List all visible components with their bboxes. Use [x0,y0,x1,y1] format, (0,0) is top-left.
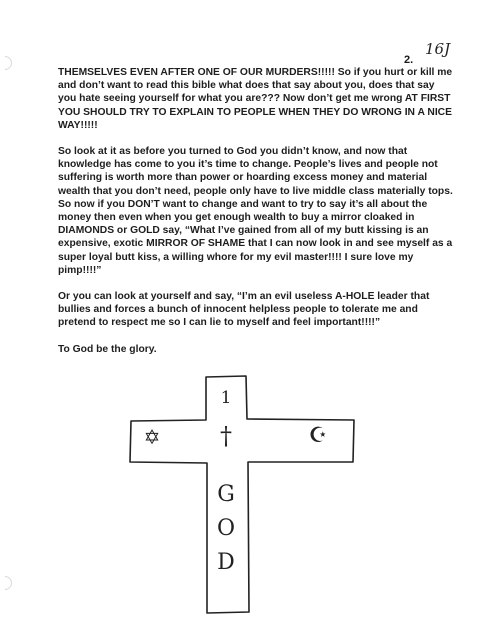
paragraph-4: To God be the glory. [58,343,157,355]
page-number: 2. [404,54,414,66]
cross-drawing [128,374,358,614]
paragraph-1: THEMSELVES EVEN AFTER ONE OF OUR MURDERS!!!!! So if you hurt or kill me and don’t want to read this bible what does that say about you, does that say you hate seeing yourself for what you are??? Now don’t get me wrong AT FIRST YOU SHOULD TRY TO EXPLAIN TO PEOPLE WHEN THEY DO WRONG IN A NICE WAY!!!!! [58,67,453,131]
paragraph-3: Or you can look at yourself and say, “I’m an evil useless A-HOLE leader that bullies and forces a bunch of innocent helpless people to tolerate me and pretend to respect me so I can lie to myself and feel important!!!!” [58,291,430,329]
star-and-crescent-icon: ☪ [308,423,328,447]
handwritten-note: 16J [425,40,451,58]
punch-hole-bottom [0,582,10,584]
cross-center-symbol: † [220,422,232,450]
cross-letter-g: G [217,482,235,507]
paragraph-2: So look at it as before you turned to God you didn’t know, and now that knowledge has come to you it’s time to change. People’s lives and people not suffering is worth more than power or hoarding excess money and material wealth that you don’t need, people only have to live middle class materially tops. So now if you DON’T want to change and want to try to say it’s all about the money then even when you get enough wealth to buy a mirror cloaked in DIAMONDS or GOLD say, “What I’ve gained from all of my butt kissing is an expensive, exotic MIRROR OF SHAME that I can now look in and see myself as a super loyal butt kiss, a willing whore for my evil master!!!! I sure love my pimp!!!!” [58,146,453,276]
cross-top-label: 1 [220,388,232,408]
letter-body [58,66,453,369]
cross-letter-d: D [217,550,235,575]
star-of-david-icon: ✡ [143,425,161,449]
cross-letter-o: O [216,516,236,541]
punch-hole-top [0,62,10,64]
cross-outline [128,374,358,614]
